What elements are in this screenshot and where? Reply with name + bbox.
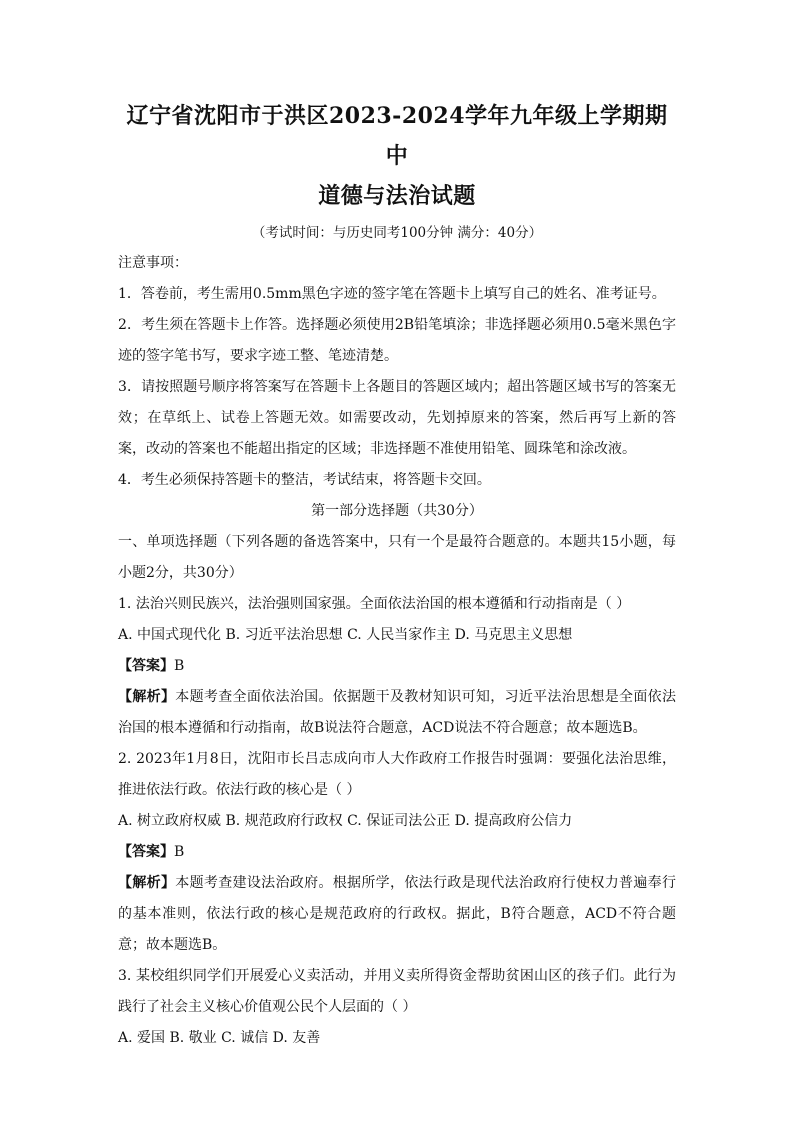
question-stem: 2. 2023年1月8日，沈阳市长吕志成向市人大作政府工作报告时强调：要强化法治思维，推进依法行政。依法行政的核心是（ ） <box>118 751 676 798</box>
analysis-label: 【解析】 <box>118 689 176 705</box>
question-stem: 1. 法治兴则民族兴，法治强则国家强。全面依法治国的根本遵循和行动指南是（ ） <box>118 596 631 612</box>
answer-line <box>118 837 676 868</box>
answer-value: B <box>174 658 185 674</box>
part1-heading: 第一部分选择题（共30分） <box>311 503 483 519</box>
question-1 <box>118 589 676 744</box>
answer-line <box>118 651 676 682</box>
exam-title-line1: 辽宁省沈阳市于洪区2023-2024学年九年级上学期期中 <box>126 103 668 169</box>
note-item-1: 1．答卷前，考生需用0.5mm黑色字迹的签字笔在答题卡上填写自己的姓名、准考证号。 <box>118 286 666 302</box>
question-stem: 3. 某校组织同学们开展爱心义卖活动，并用义卖所得资金帮助贫困山区的孩子们。此行为践行了社会主义核心价值观公民个人层面的（ ） <box>118 968 676 1015</box>
answer-label: 【答案】 <box>118 658 174 674</box>
notes-heading: 注意事项： <box>118 255 188 271</box>
question-2 <box>118 744 676 961</box>
exam-info: （考试时间：与历史同考100分钟 满分：40分） <box>251 225 543 241</box>
section-intro: 一、单项选择题（下列各题的备选答案中，只有一个是最符合题意的。本题共15小题，每小题2分，共30分） <box>118 534 676 581</box>
note-item-3: 3．请按照题号顺序将答案写在答题卡上各题目的答题区域内；超出答题区域书写的答案无效；在草纸上、试卷上答题无效。如需要改动，先划掉原来的答案，然后再写上新的答案，改动的答案也不能超出指定的区域；非选择题不准使用铅笔、圆珠笔和涂改液。 <box>118 379 676 457</box>
answer-value: B <box>174 844 185 860</box>
exam-title-line2: 道德与法治试题 <box>318 183 476 209</box>
note-item-4: 4．考生必须保持答题卡的整洁，考试结束，将答题卡交回。 <box>118 472 491 488</box>
analysis-line <box>118 868 676 961</box>
question-options: A. 中国式现代化 B. 习近平法治思想 C. 人民当家作主 D. 马克思主义思想 <box>118 627 573 643</box>
question-3 <box>118 961 676 1054</box>
analysis-line <box>118 682 676 744</box>
note-item-2: 2．考生须在答题卡上作答。选择题必须使用2B铅笔填涂；非选择题必须用0.5毫米黑色字迹的签字笔书写，要求字迹工整、笔迹清楚。 <box>118 317 676 364</box>
question-options: A. 树立政府权威 B. 规范政府行政权 C. 保证司法公正 D. 提高政府公信力 <box>118 813 573 829</box>
analysis-label: 【解析】 <box>118 875 176 891</box>
question-options: A. 爱国 B. 敬业 C. 诚信 D. 友善 <box>118 1030 321 1046</box>
answer-label: 【答案】 <box>118 844 174 860</box>
analysis-text: 本题考查全面依法治国。依据题干及教材知识可知，习近平法治思想是全面依法治国的根本遵循和行动指南，故B说法符合题意，ACD说法不符合题意；故本题选B。 <box>118 689 677 736</box>
analysis-text: 本题考查建设法治政府。根据所学，依法行政是现代法治政府行使权力普遍奉行的基本准则，依法行政的核心是规范政府的行政权。据此，B符合题意，ACD不符合题意；故本题选B。 <box>118 875 677 953</box>
